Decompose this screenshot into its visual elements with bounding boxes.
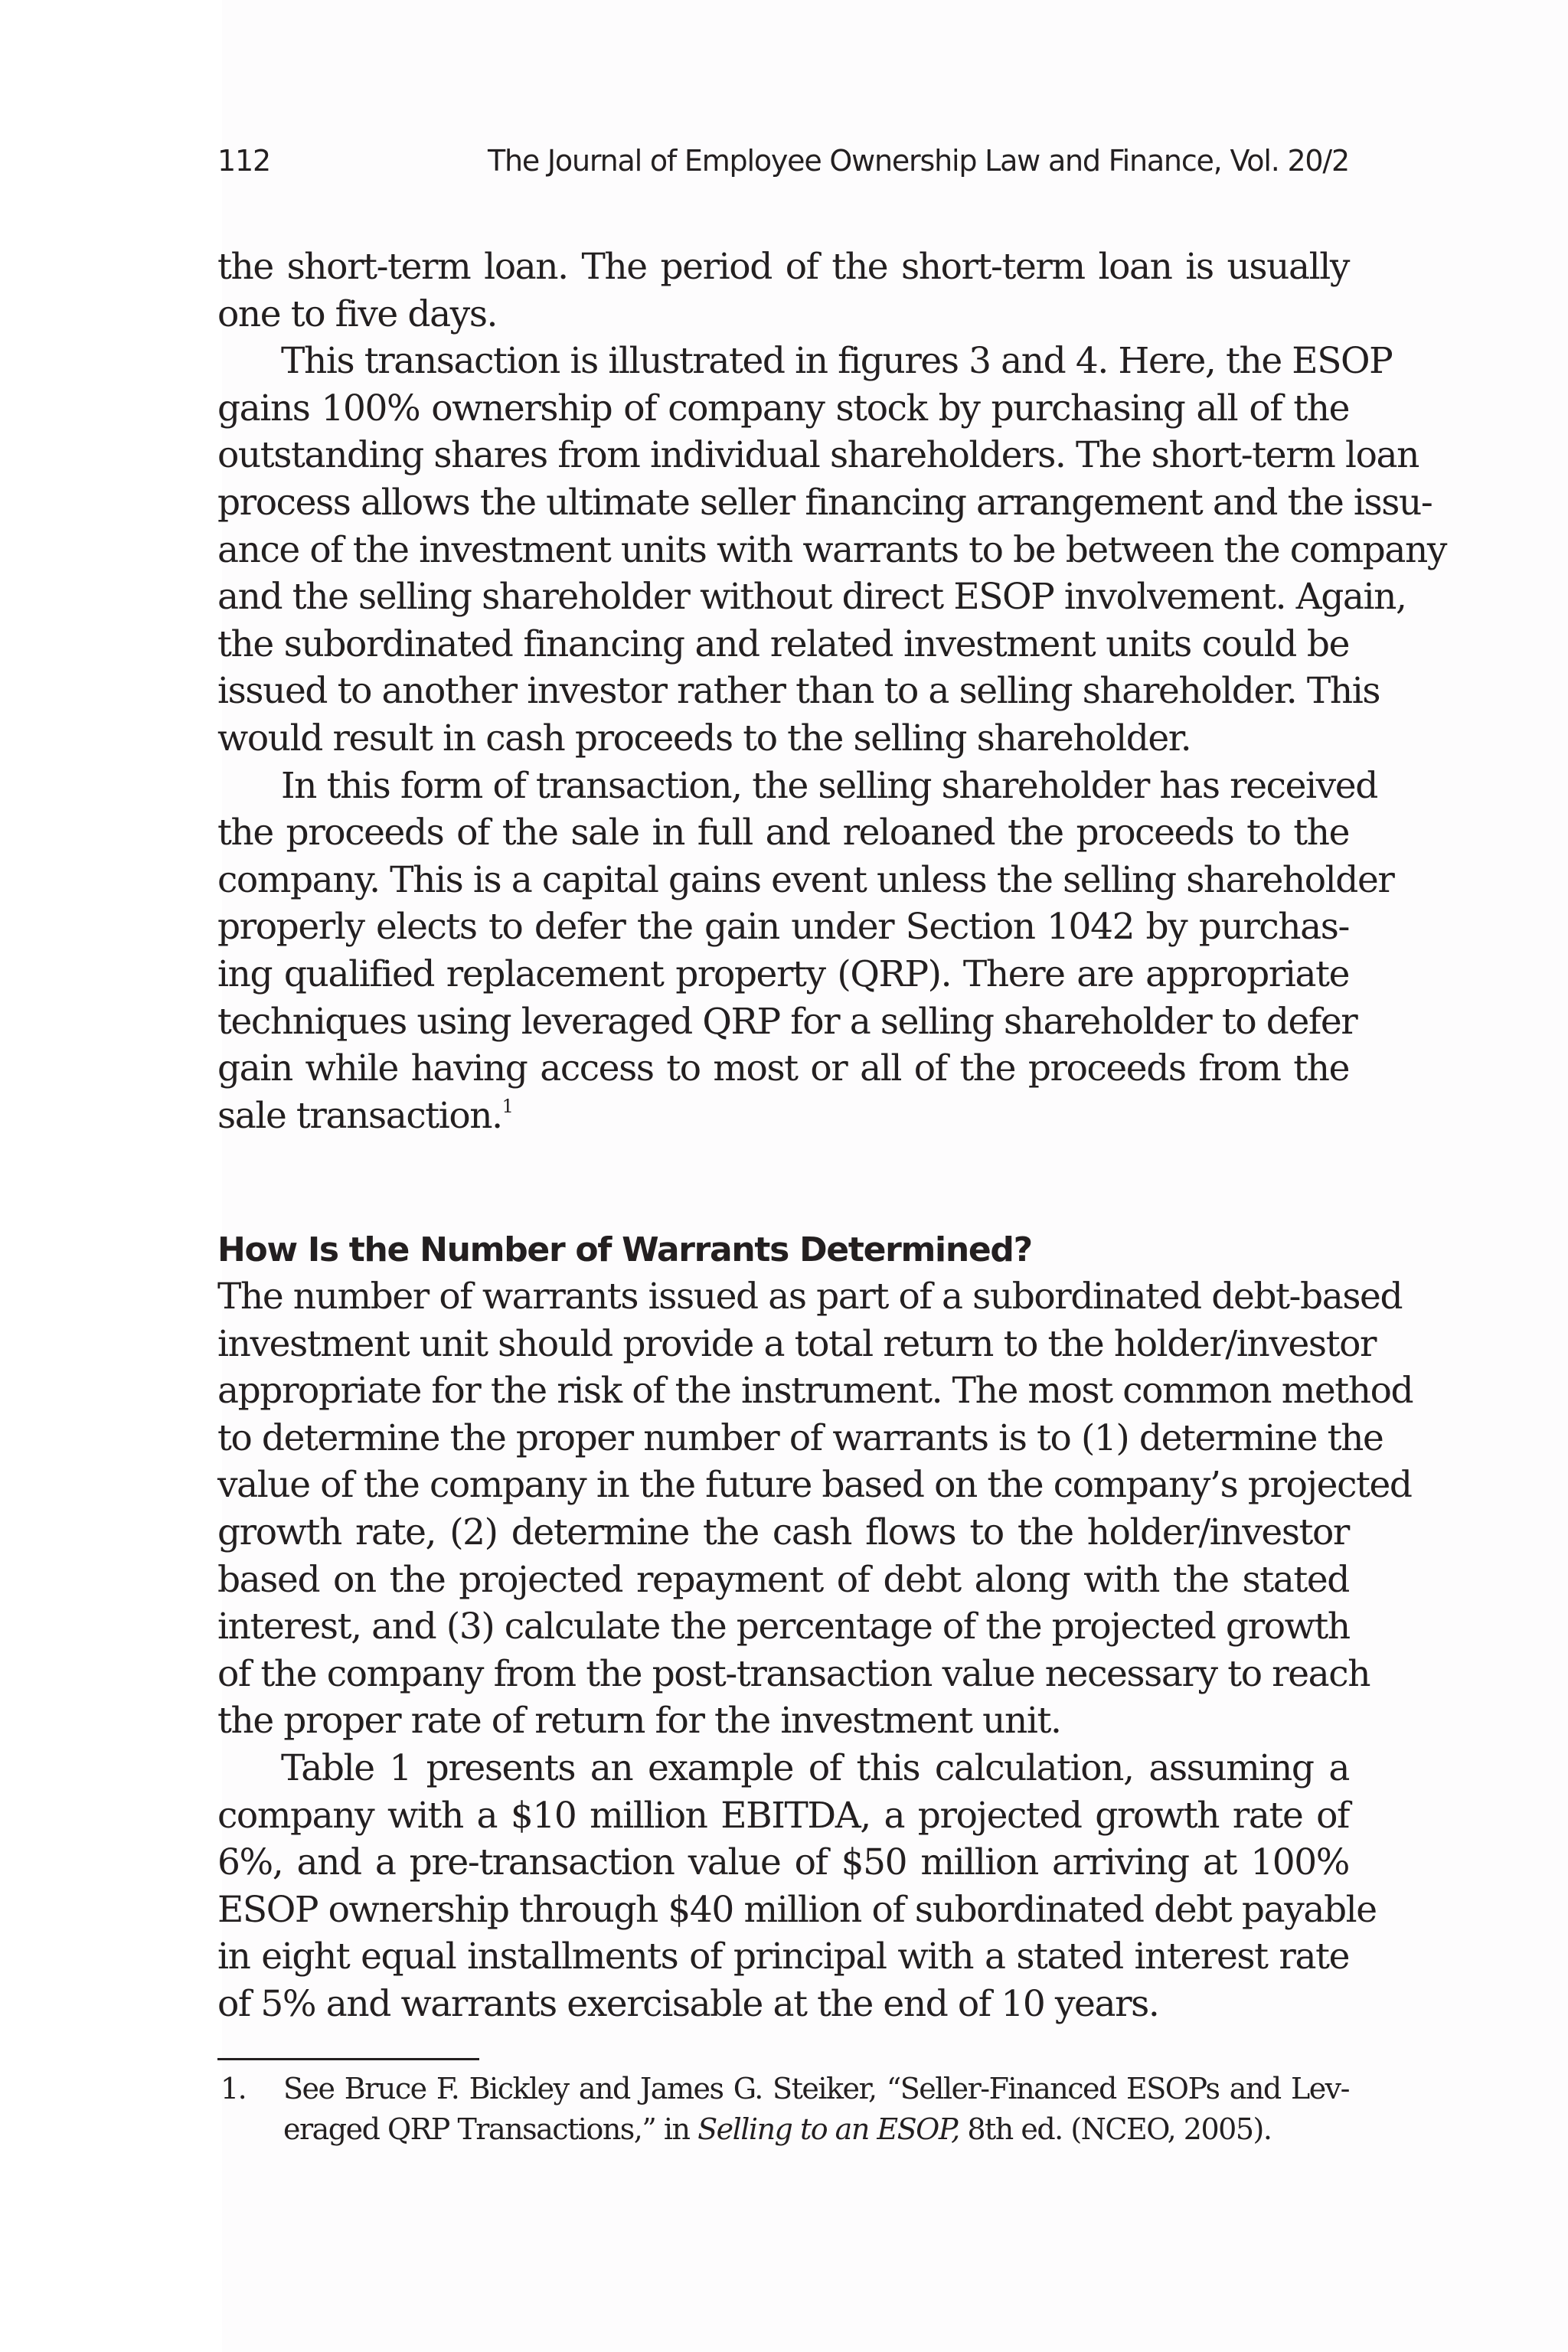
text-line: properly elects to defer the gain under Section 1042 by purchas- <box>217 906 1349 949</box>
text-line: 6%, and a pre-transaction value of $50 million arriving at 100% <box>217 1841 1349 1884</box>
journal-title: The Journal of Employee Ownership Law and Finance, Vol. 20/2 <box>487 144 1349 178</box>
text-line: interest, and (3) calculate the percentage of the projected growth <box>217 1606 1350 1648</box>
text-line: based on the projected repayment of debt along with the stated <box>217 1558 1349 1601</box>
body-text-block-1 <box>217 243 1447 1139</box>
text-line: ing qualified replacement property (QRP). There are appropriate <box>217 952 1349 995</box>
footnote-line <box>283 2109 1349 2150</box>
text-line: would result in cash proceeds to the selling shareholder. <box>217 717 1191 760</box>
text-line: the proper rate of return for the investment unit. <box>217 1700 1061 1743</box>
text-line: the proceeds of the sale in full and reloaned the proceeds to the <box>217 812 1349 854</box>
text-line: one to five days. <box>217 292 498 335</box>
text-line: the short-term loan. The period of the short-term loan is usually <box>217 246 1349 288</box>
footnote-divider <box>217 2058 479 2060</box>
footnote-line: See Bruce F. Bickley and James G. Steiker, “Seller-Financed ESOPs and Lev- <box>283 2072 1349 2105</box>
footnote-1 <box>217 2069 1349 2150</box>
footnotes <box>217 2069 1349 2150</box>
text-line: gains 100% ownership of company stock by purchasing all of the <box>217 387 1349 430</box>
text-line: and the selling shareholder without direct ESOP involvement. Again, <box>217 576 1406 619</box>
text-line: of the company from the post-transaction value necessary to reach <box>217 1652 1370 1695</box>
book-title: Selling to an ESOP, <box>697 2112 959 2146</box>
text-line: ance of the investment units with warrants to be between the company <box>217 528 1447 571</box>
text-line: in eight equal installments of principal with a stated interest rate <box>217 1936 1349 1978</box>
running-head <box>217 138 1349 184</box>
text-line: company. This is a capital gains event unless the selling shareholder <box>217 858 1394 901</box>
footnote-text-segment: 8th ed. (NCEO, 2005). <box>959 2112 1272 2146</box>
body-text-block-2 <box>217 1273 1413 2028</box>
text-line: techniques using leveraged QRP for a selling shareholder to defer <box>217 1000 1357 1043</box>
text-line: ESOP ownership through $40 million of subordinated debt payable <box>217 1888 1377 1931</box>
text-line: In this form of transaction, the selling shareholder has received <box>281 764 1377 807</box>
text-line: the subordinated financing and related investment units could be <box>217 622 1349 665</box>
text-line: growth rate, (2) determine the cash flows to the holder/investor <box>217 1511 1349 1553</box>
page-number: 112 <box>217 144 270 178</box>
text-line: gain while having access to most or all of the proceeds from the <box>217 1047 1349 1090</box>
text-line-with-footnote <box>217 1093 1349 1140</box>
text-line: process allows the ultimate seller financing arrangement and the issu- <box>217 481 1432 524</box>
text-line: Table 1 presents an example of this calculation, assuming a <box>281 1746 1349 1789</box>
text-line-content: sale transaction. <box>217 1094 502 1137</box>
text-line: company with a $10 million EBITDA, a projected growth rate of <box>217 1794 1349 1837</box>
footnote-reference[interactable]: 1 <box>501 1095 513 1117</box>
text-line: The number of warrants issued as part of a subordinated debt-based <box>217 1276 1403 1318</box>
text-line: outstanding shares from individual shareholders. The short-term loan <box>217 434 1419 477</box>
text-line: value of the company in the future based on the company’s projected <box>217 1464 1412 1507</box>
text-line: appropriate for the risk of the instrument. The most common method <box>217 1370 1413 1413</box>
text-line: investment unit should provide a total return to the holder/investor <box>217 1322 1377 1365</box>
text-line: to determine the proper number of warrants is to (1) determine the <box>217 1416 1383 1459</box>
text-line: This transaction is illustrated in figures 3 and 4. Here, the ESOP <box>281 340 1393 383</box>
section-heading: How Is the Number of Warrants Determined? <box>217 1230 1032 1269</box>
text-line: issued to another investor rather than to a selling shareholder. This <box>217 670 1380 713</box>
text-line: of 5% and warrants exercisable at the end of 10 years. <box>217 1982 1159 2025</box>
footnote-text <box>283 2069 1349 2150</box>
footnote-text-segment: eraged QRP Transactions,” in <box>283 2112 698 2146</box>
footnote-number: 1. <box>220 2072 247 2105</box>
